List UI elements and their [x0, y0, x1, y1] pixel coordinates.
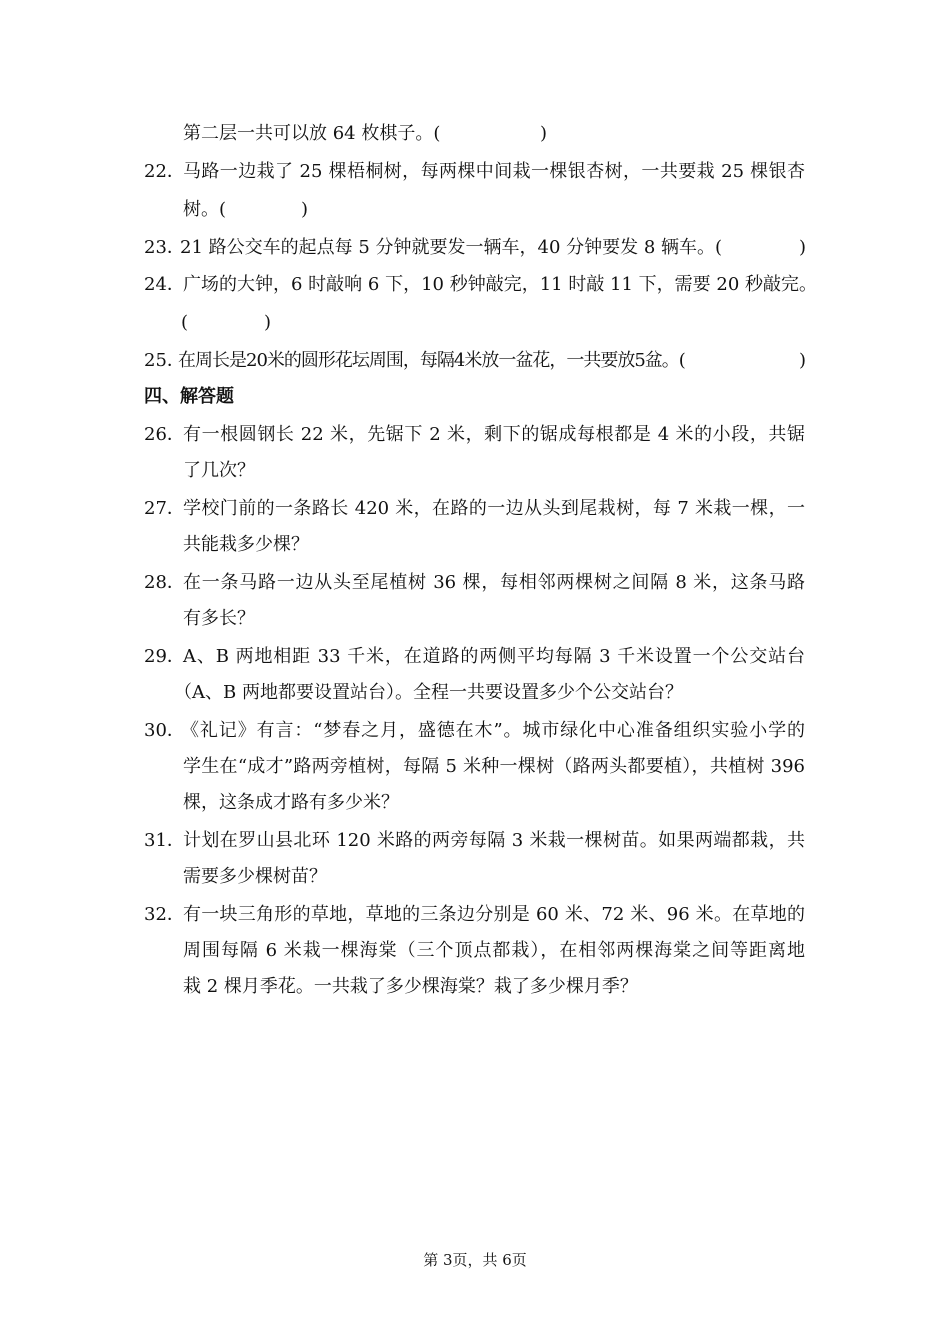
q32-line2: 周围每隔 6 米栽一棵海棠（三个顶点都栽），在相邻两棵海棠之间等距离地	[183, 940, 805, 961]
q31-line2: 需要多少棵树苗？	[183, 866, 327, 887]
q32-number: 32．	[144, 904, 185, 925]
q22-line1: 马路一边栽了 25 棵梧桐树，每两棵中间栽一棵银杏树，一共要栽 25 棵银杏	[183, 161, 805, 182]
q23-answer-paren: )	[799, 237, 807, 258]
q22-line2: 树。(	[183, 199, 227, 220]
q21-answer-paren: )	[540, 123, 548, 144]
page-footer: 第 3页，共 6页	[423, 1251, 527, 1269]
q32-line3: 栽 2 棵月季花。一共栽了多少棵海棠？栽了多少棵月季？	[183, 976, 638, 997]
q26-line2: 了几次？	[183, 460, 255, 481]
q25-number: 25．	[144, 350, 185, 371]
q28-line1: 在一条马路一边从头至尾植树 36 棵，每相邻两棵树之间隔 8 米，这条马路	[183, 572, 805, 593]
q24-answer-paren-close: )	[264, 312, 272, 333]
q24-answer-paren-open: (	[181, 312, 189, 333]
q26-number: 26．	[144, 424, 185, 445]
q30-line3: 棵，这条成才路有多少米？	[183, 792, 399, 813]
q31-line1: 计划在罗山县北环 120 米路的两旁每隔 3 米栽一棵树苗。如果两端都栽，共	[183, 830, 805, 851]
q23-text: 21 路公交车的起点每 5 分钟就要发一辆车，40 分钟要发 8 辆车。(	[180, 237, 723, 258]
q22-number: 22．	[144, 161, 185, 182]
q31-number: 31．	[144, 830, 185, 851]
q24-line1: 广场的大钟，6 时敲响 6 下，10 秒钟敲完，11 时敲 11 下，需要 20 秒敲完。	[183, 274, 818, 295]
q26-line1: 有一根圆钢长 22 米，先锯下 2 米，剩下的锯成每根都是 4 米的小段，共锯	[183, 424, 805, 445]
q29-line2: （A、B 两地都要设置站台）。全程一共要设置多少个公交站台？	[174, 682, 683, 703]
q28-line2: 有多长？	[183, 608, 255, 629]
q22-answer-paren: )	[301, 199, 309, 220]
q27-line2: 共能栽多少棵？	[183, 534, 309, 555]
q27-line1: 学校门前的一条路长 420 米，在路的一边从头到尾栽树，每 7 米栽一棵，一	[183, 498, 805, 519]
q24-number: 24．	[144, 274, 185, 295]
q21-continuation: 第二层一共可以放 64 枚棋子。(	[183, 123, 441, 144]
q32-line1: 有一块三角形的草地，草地的三条边分别是 60 米、72 米、96 米。在草地的	[183, 904, 805, 925]
q25-answer-paren: )	[799, 350, 807, 371]
q30-line1: 《礼记》有言：“梦春之月，盛德在木”。城市绿化中心准备组织实验小学的	[181, 720, 805, 741]
q30-line2: 学生在“成才”路两旁植树，每隔 5 米种一棵树（路两头都要植），共植树 396	[183, 756, 805, 777]
q29-line1: A、B 两地相距 33 千米，在道路的两侧平均每隔 3 千米设置一个公交站台	[183, 646, 805, 667]
q28-number: 28．	[144, 572, 185, 593]
q27-number: 27．	[144, 498, 185, 519]
section-heading: 四、解答题	[144, 386, 234, 407]
q29-number: 29．	[144, 646, 185, 667]
q23-number: 23．	[144, 237, 185, 258]
q25-text: 在周长是20米的圆形花坛周围，每隔4米放一盆花，一共要放5盆。(	[178, 350, 685, 371]
q30-number: 30．	[144, 720, 185, 741]
